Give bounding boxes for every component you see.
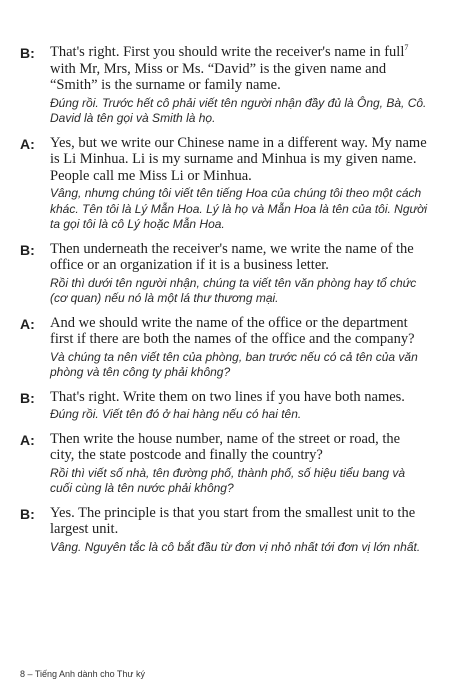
- english-line: [50, 44, 428, 94]
- speaker-label: B:: [20, 389, 35, 406]
- vietnamese-translation: Và chúng ta nên viết tên của phòng, ban trước nếu có cả tên của văn phòng và tên công ty phải không?: [50, 349, 418, 379]
- speaker-label: B:: [20, 505, 35, 522]
- dialogue-entry: [20, 135, 428, 233]
- speaker-label: A:: [20, 315, 35, 332]
- vietnamese-translation: Vâng, nhưng chúng tôi viết tên tiếng Hoa của chúng tôi theo một cách khác. Tên tôi là Lý Mẫn Hoa. Lý là họ và Mẫn Hoa là tên của tôi. Người ta gọi tôi là cô Lý hoặc Mẫn Hoa.: [50, 186, 428, 231]
- dialogue-content: [50, 431, 428, 497]
- dialogue-entry: [20, 389, 428, 423]
- vietnamese-translation: Rồi thì viết số nhà, tên đường phố, thành phố, số hiệu tiểu bang và cuối cùng là tên nước phải không?: [50, 465, 406, 495]
- dialogue-content: [50, 135, 428, 233]
- vietnamese-translation: Đúng rồi. Trước hết cô phải viết tên người nhận đầy đủ là Ông, Bà, Cô. David là tên gọi và Smith là họ.: [50, 95, 427, 125]
- dialogue-content: [50, 505, 428, 556]
- speaker-label: A:: [20, 135, 35, 152]
- dialogue-entry: [20, 431, 428, 497]
- dialogue-entry: [20, 241, 428, 307]
- vietnamese-translation: Rồi thì dưới tên người nhận, chúng ta viết tên văn phòng hay tổ chức (cơ quan) nếu nó là một lá thư thương mại.: [50, 275, 417, 305]
- speaker-label: B:: [20, 45, 35, 61]
- footnote-marker: 7: [404, 43, 409, 53]
- english-line: Yes, but we write our Chinese name in a different way. My name is Li Minhua. Li is my surname and Minhua is my given name. People call me Miss Li or Minhua.: [50, 134, 427, 184]
- vietnamese-translation: Vâng. Nguyên tắc là cô bắt đầu từ đơn vị nhỏ nhất tới đơn vị lớn nhất.: [50, 539, 421, 554]
- english-line: Then write the house number, name of the street or road, the city, the state postcode and finally the country?: [50, 430, 401, 463]
- dialogue-entry: [20, 505, 428, 556]
- dialogue-entry: [20, 44, 428, 127]
- dialogue-content: [50, 315, 428, 381]
- english-line: Yes. The principle is that you start from the smallest unit to the largest unit.: [50, 504, 416, 537]
- english-line: And we should write the name of the office or the department first if there are both the names of the office and the company?: [50, 314, 415, 347]
- vietnamese-translation: Đúng rồi. Viết tên đó ở hai hàng nếu có hai tên.: [50, 407, 302, 421]
- english-text-continued: with Mr, Mrs, Miss or Ms. “David” is the given name and “Smith” is the surname or family name.: [50, 60, 387, 93]
- dialogue-content: [50, 44, 428, 127]
- dialogue-content: [50, 241, 428, 307]
- english-text: That's right. First you should write the receiver's name in full: [50, 44, 405, 60]
- dialogue-entry: [20, 315, 428, 381]
- english-line: That's right. Write them on two lines if you have both names.: [50, 388, 405, 405]
- english-line: Then underneath the receiver's name, we write the name of the office or an organization if it is a business letter.: [50, 240, 414, 273]
- speaker-label: A:: [20, 431, 35, 448]
- page-footer: 8 – Tiếng Anh dành cho Thư ký: [20, 669, 145, 679]
- speaker-label: B:: [20, 241, 35, 258]
- dialogue-content: [50, 389, 428, 423]
